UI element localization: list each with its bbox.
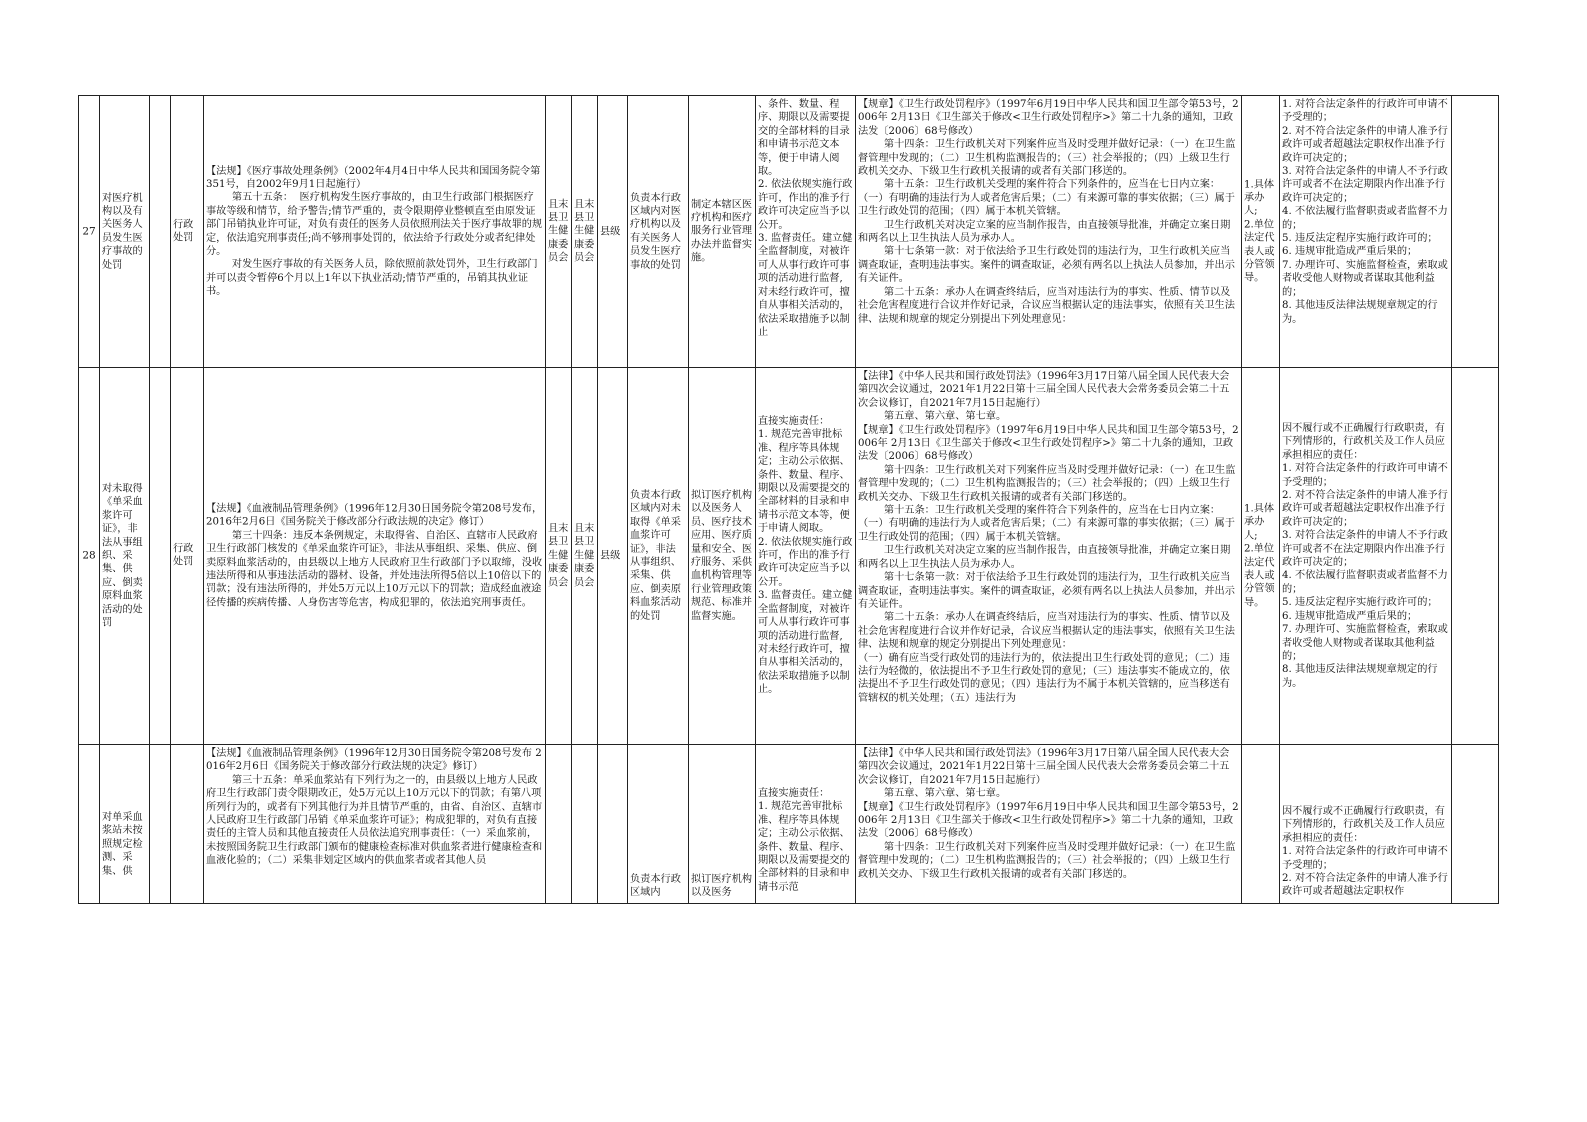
- table-row: [79, 745, 1499, 904]
- supervision-duty: 制定本辖区医疗机构和医疗服务行业管理办法并监督实施。: [691, 198, 753, 264]
- responsible-subject: 1.具体承办人; 2.单位法定代表人或分管领导。: [1244, 178, 1275, 284]
- row-number: 27: [82, 224, 96, 237]
- responsible-dept: 且末县卫生健康委员会: [574, 198, 595, 264]
- duty-description: 负责本行政区域内: [630, 874, 681, 899]
- accountability-list: 因不履行或不正确履行行政职责，有下列情形的，行政机关及工作人员应承担相应的责任： 1. 对符合法定条件的行政许可申请不予受理的； 2. 对不符合法定条件的申请人准予行政许可或者超越法定职权作: [1282, 806, 1448, 898]
- item-name: 对医疗机构以及有关医务人员发生医疗事故的处罚: [102, 192, 143, 271]
- item-name: 对单采血浆站未按照规定检测、采集、供: [102, 812, 143, 877]
- procedure-basis: 【法律】《中华人民共和国行政处罚法》（1996年3月17日第八届全国人民代表大会第四次会议通过，2021年1月22日第十三届全国人民代表大会常务委员会第二十五次会议修订，自2021年7月15日起施行） 第五章、第六章、第七章。 【规章】《卫生行政处罚程序》（1997年6月19日中华人民共和国卫生部令第53号，2006年 2月13日《卫生部关于修改<卫生行政处罚程序>》第二十九条的通知，卫政法发〔2006〕68号修改） 第十四条：卫生行政机关对下列案件应当及时受理并做好记录：（一）在卫生监督管理中发现的；（二）卫生机构监测报告的；（三）社会举报的；（四）上级卫生行政机关交办、下级卫生行政机关报请的或者有关部门移送的。 第十五条：卫生行政机关受理的案件符合下列条件的，应当在七日内立案：（一）有明确的违法行为人或者危害后果；（二）有来源可靠的事实依据；（三）属于卫生行政处罚的范围；（四）属于本机关管辖。 卫生行政机关对决定立案的应当制作报告，由直接领导批准，并确定立案日期和两名以上卫生执法人员为承办人。 第十七条第一款：对于依法给予卫生行政处罚的违法行为，卫生行政机关应当调查取证，查明违法事实。案件的调查取证，必须有两名以上执法人员参加，并出示有关证件。 第二十五条：承办人在调查终结后，应当对违法行为的事实、性质、情节以及社会危害程度进行合议并作好记录，合议应当根据认定的违法事实，依照有关卫生法律、法规和规章的规定分别提出下列处理意见： （一）确有应当受行政处罚的违法行为的，依法提出卫生行政处罚的意见；（二）违法行为轻微的，依法提出不予卫生行政处罚的意见；（三）违法事实不能成立的，依法提出不予卫生行政处罚的意见；（四）违法行为不属于本机关管辖的，应当移送有管辖权的机关处理；（五）违法行为: [858, 371, 1239, 704]
- implementing-dept: 且末县卫生健康委员会: [548, 198, 569, 264]
- row-number: 28: [82, 549, 96, 562]
- legal-basis: 【法规】《血液制品管理条例》（1996年12月30日国务院令第208号发布，2016年2月6日《国务院关于修改部分行政法规的决定》修订） 第三十四条：违反本条例规定，未取得省、自治区、直辖市人民政府卫生行政部门核发的《单采血浆许可证》，非法从事组织、采集、供应、倒卖原料血浆活动的，由县级以上地方人民政府卫生行政部门予以取缔，没收违法所得和从事违法活动的器材、设备，并处违法所得5倍以上10倍以下的罚款；没有违法所得的，并处5万元以上10万元以下的罚款；造成经血液途径传播的疾病传播、人身伤害等危害，构成犯罪的，依法追究刑事责任。: [206, 503, 543, 609]
- item-name: 对未取得《单采血浆许可证》，非法从事组织、采集、供应、倒卖原料血浆活动的处罚: [102, 483, 143, 629]
- supervision-duty: 拟订医疗机构以及医务人员、医疗技术应用、医疗质量和安全、医疗服务、采供血机构管理等行业管理政策规范、标准并监督实施。: [691, 489, 753, 622]
- implementing-dept: 且末县卫生健康委员会: [548, 523, 569, 589]
- responsible-dept: 且末县卫生健康委员会: [574, 523, 595, 589]
- implementation-duty: 、条件、数量、程序、期限以及需要提交的全部材料的目录和申请书示范文本等，便于申请人阅取。 2. 依法依规实施行政许可，作出的准予行政许可决定应当予以公开。 3. 监督责任。建立健全监督制度，对被许可人从事行政许可事项的活动进行监督, 对未经行政许可，擅自从事相关活动的，依法采取措施予以制止: [758, 99, 853, 338]
- table-row: [79, 96, 1499, 368]
- legal-basis: 【法规】《血液制品管理条例》（1996年12月30日国务院令第208号发布 2016年2月6日《国务院关于修改部分行政法规的决定》修订） 第三十五条：单采血浆站有下列行为之一的，由县级以上地方人民政府卫生行政部门责令限期改正，处5万元以上10万元以下的罚款；有第八项所列行为的，或者有下列其他行为并且情节严重的，由省、自治区、直辖市人民政府卫生行政部门吊销《单采血浆许可证》；构成犯罪的，对负有直接责任的主管人员和其他直接责任人员依法追究刑事责任：（一）采血浆前，未按照国务院卫生行政部门颁布的健康检查标准对供血浆者进行健康检查和血液化验的；（二）采集非划定区域内的供血浆者或者其他人员: [206, 748, 543, 867]
- item-category: 行政处罚: [173, 219, 194, 244]
- accountability-list: 1. 对符合法定条件的行政许可申请不予受理的； 2. 对不符合法定条件的申请人准予行政许可或者超越法定职权作出准予行政许可决定的； 3. 对符合法定条件的申请人不予行政许可或者不在法定期限内作出准予行政许可决定的； 4. 不依法履行监督职责或者监督不力的； 5. 违反法定程序实施行政许可的； 6. 违规审批造成严重后果的； 7. 办理许可、实施监督检查，索取或者收受他人财物或者谋取其他利益的； 8. 其他违反法律法规规章规定的行为。: [1282, 99, 1448, 325]
- table-row: [79, 368, 1499, 745]
- procedure-basis: 【规章】《卫生行政处罚程序》（1997年6月19日中华人民共和国卫生部令第53号，2006年 2月13日《卫生部关于修改<卫生行政处罚程序>》第二十九条的通知，卫政法发〔2006〕68号修改） 第十四条：卫生行政机关对下列案件应当及时受理并做好记录：（一）在卫生监督管理中发现的；（二）卫生机构监测报告的；（三）社会举报的；（四）上级卫生行政机关交办、下级卫生行政机关报请的或者有关部门移送的。 第十五条：卫生行政机关受理的案件符合下列条件的，应当在七日内立案：（一）有明确的违法行为人或者危害后果；（二）有来源可靠的事实依据；（三）属于卫生行政处罚的范围；（四）属于本机关管辖。 卫生行政机关对决定立案的应当制作报告，由直接领导批准，并确定立案日期和两名以上卫生执法人员为承办人。 第十七条第一款：对于依法给予卫生行政处罚的违法行为，卫生行政机关应当调查取证，查明违法事实。案件的调查取证，必须有两名以上执法人员参加，并出示有关证件。 第二十五条：承办人在调查终结后，应当对违法行为的事实、性质、情节以及社会危害程度进行合议并作好记录，合议应当根据认定的违法事实，依照有关卫生法律、法规和规章的规定分别提出下列处理意见：: [858, 99, 1239, 325]
- implementation-duty: 直接实施责任： 1. 规范完善审批标准、程序等具体规定；主动公示依据、条件、数量、程序、期限以及需要提交的全部材料的目录和申请书示范: [758, 788, 850, 893]
- accountability-list: 因不履行或不正确履行行政职责，有下列情形的，行政机关及工作人员应承担相应的责任： 1. 对符合法定条件的行政许可申请不予受理的； 2. 对不符合法定条件的申请人准予行政许可或者超越法定职权作出准予行政许可决定的； 3. 对符合法定条件的申请人不予行政许可或者不在法定期限内作出准予行政许可决定的； 4. 不依法履行监督职责或者监督不力的； 5. 违反法定程序实施行政许可的； 6. 违规审批造成严重后果的； 7. 办理许可、实施监督检查，索取或者收受他人财物或者谋取其他利益的； 8. 其他违反法律法规规章规定的行为。: [1282, 422, 1448, 689]
- responsibility-table: [78, 95, 1499, 904]
- duty-description: 负责本行政区域内对未取得《单采血浆许可证》，非法从事组织、采集、供应、倒卖原料血浆活动的处罚: [630, 489, 681, 622]
- duty-description: 负责本行政区域内对医疗机构以及有关医务人员发生医疗事故的处罚: [630, 192, 681, 271]
- implementation-duty: 直接实施责任： 1. 规范完善审批标准、程序等具体规定；主动公示依据、条件、数量、程序、期限以及需要提交的全部材料的目录和申请书示范文本等，便于申请人阅取。 2. 依法依规实施行政许可，作出的准予行政许可决定应当予以公开。 3. 监督责任。建立健全监督制度，对被许可人从事行政许可事项的活动进行监督, 对未经行政许可，擅自从事相关活动的，依法采取措施予以制止。: [758, 416, 853, 696]
- legal-basis: 【法规】《医疗事故处理条例》（2002年4月4日中华人民共和国国务院令第351号，自2002年9月1日起施行） 第五十五条： 医疗机构发生医疗事故的，由卫生行政部门根据医疗事故等级和情节，给予警告;情节严重的，责令限期停业整顿直至由原发证部门吊销执业许可证，对负有责任的医务人员依照刑法关于医疗事故罪的规定，依法追究刑事责任;尚不够刑事处罚的，依法给予行政处分或者纪律处分。 对发生医疗事故的有关医务人员，除依照前款处罚外，卫生行政部门并可以责令暂停6个月以上1年以下执业活动;情节严重的，吊销其执业证书。: [206, 165, 543, 298]
- item-category: 行政处罚: [173, 543, 194, 568]
- supervision-duty: 拟订医疗机构以及医务: [691, 874, 753, 899]
- admin-level: 县级: [600, 225, 621, 237]
- procedure-basis: 【法律】《中华人民共和国行政处罚法》（1996年3月17日第八届全国人民代表大会第四次会议通过，2021年1月22日第十三届全国人民代表大会常务委员会第二十五次会议修订，自2021年7月15日起施行） 第五章、第六章、第七章。 【规章】《卫生行政处罚程序》（1997年6月19日中华人民共和国卫生部令第53号，2006年 2月13日《卫生部关于修改<卫生行政处罚程序>》第二十九条的通知，卫政法发〔2006〕68号修改） 第十四条：卫生行政机关对下列案件应当及时受理并做好记录：（一）在卫生监督管理中发现的；（二）卫生机构监测报告的；（三）社会举报的；（四）上级卫生行政机关交办、下级卫生行政机关报请的或者有关部门移送的。: [858, 748, 1239, 880]
- responsible-subject: 1.具体承办人; 2.单位法定代表人或分管领导。: [1244, 503, 1275, 609]
- admin-level: 县级: [600, 550, 621, 562]
